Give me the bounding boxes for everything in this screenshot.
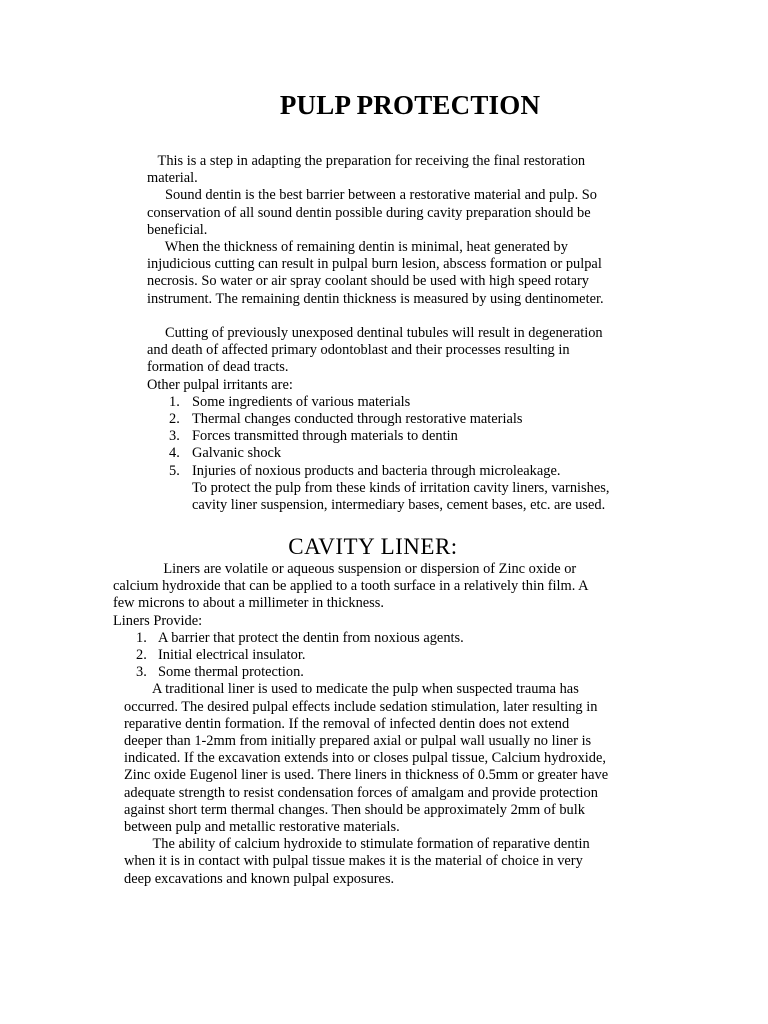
liners-provide-heading: Liners Provide: — [113, 612, 203, 629]
list-number: 3. — [169, 428, 180, 445]
paragraph-line: instrument. The remaining dentin thickness is measured by using dentinometer. — [147, 290, 604, 307]
paragraph-line: conservation of all sound dentin possible during cavity preparation should be — [147, 204, 591, 221]
paragraph-line: material. — [147, 170, 198, 187]
list-number: 1. — [169, 393, 180, 410]
list-item: Forces transmitted through materials to dentin — [192, 428, 458, 445]
page-title: PULP PROTECTION — [279, 90, 541, 120]
paragraph-line: Sound dentin is the best barrier between a restorative material and pulp. So — [147, 187, 597, 204]
paragraph-line: necrosis. So water or air spray coolant should be used with high speed rotary — [147, 273, 590, 290]
irritants-heading: Other pulpal irritants are: — [147, 376, 293, 393]
paragraph-line: A traditional liner is used to medicate the pulp when suspected trauma has — [124, 681, 579, 698]
list-item: Some thermal protection. — [158, 664, 304, 681]
list-number: 5. — [169, 462, 180, 479]
paragraph-line: and death of affected primary odontoblast and their processes resulting in — [147, 342, 570, 359]
paragraph-line: injudicious cutting can result in pulpal burn lesion, abscess formation or pulpal — [147, 256, 602, 273]
paragraph-line: cavity liner suspension, intermediary bases, cement bases, etc. are used. — [192, 497, 606, 513]
paragraph-line: When the thickness of remaining dentin is minimal, heat generated by — [147, 239, 568, 255]
paragraph-line: when it is in contact with pulpal tissue makes it is the material of choice in very — [124, 853, 583, 870]
list-number: 2. — [169, 411, 180, 427]
paragraph-line: formation of dead tracts. — [147, 359, 289, 376]
list-item: Injuries of noxious products and bacteria through microleakage. — [192, 462, 561, 479]
list-item: Some ingredients of various materials — [192, 393, 411, 410]
paragraph-line: adequate strength to resist condensation forces of amalgam and provide protection — [124, 784, 598, 801]
list-item: Thermal changes conducted through restorative materials — [192, 411, 523, 427]
paragraph-line: reparative dentin formation. If the removal of infected dentin does not extend — [124, 715, 570, 732]
list-item: Galvanic shock — [192, 445, 282, 462]
paragraph-line: against short term thermal changes. Then should be approximately 2mm of bulk — [124, 801, 585, 818]
list-item: A barrier that protect the dentin from noxious agents. — [158, 629, 464, 646]
paragraph-line: deep excavations and known pulpal exposures. — [124, 870, 395, 887]
list-number: 1. — [136, 629, 147, 646]
list-number: 3. — [136, 664, 147, 681]
paragraph-line: beneficial. — [147, 221, 208, 238]
paragraph-line: indicated. If the excavation extends into or closes pulpal tissue, Calcium hydroxide, — [124, 750, 606, 767]
paragraph-line: between pulp and metallic restorative materials. — [124, 819, 400, 835]
list-item: Initial electrical insulator. — [158, 647, 306, 663]
paragraph-line: Liners are volatile or aqueous suspension or dispersion of Zinc oxide or — [113, 561, 577, 577]
paragraph-line: Cutting of previously unexposed dentinal tubules will result in degeneration — [147, 325, 603, 341]
cavity-liner-heading: CAVITY LINER: — [288, 534, 458, 559]
paragraph-line: This is a step in adapting the preparation for receiving the final restoration — [147, 153, 586, 169]
paragraph-line: The ability of calcium hydroxide to stimulate formation of reparative dentin — [124, 836, 590, 853]
paragraph-line: few microns to about a millimeter in thickness. — [113, 595, 384, 612]
paragraph-line: occurred. The desired pulpal effects include sedation stimulation, later resulting in — [124, 698, 598, 715]
paragraph-line: deeper than 1-2mm from initially prepared axial or pulpal wall usually no liner is — [124, 733, 592, 749]
list-number: 4. — [169, 445, 180, 462]
paragraph-line: Zinc oxide Eugenol liner is used. There liners in thickness of 0.5mm or greater have — [124, 767, 609, 784]
paragraph-line: To protect the pulp from these kinds of irritation cavity liners, varnishes, — [192, 479, 610, 496]
paragraph-line: calcium hydroxide that can be applied to a tooth surface in a relatively thin film. A — [113, 578, 589, 595]
list-number: 2. — [136, 647, 147, 663]
